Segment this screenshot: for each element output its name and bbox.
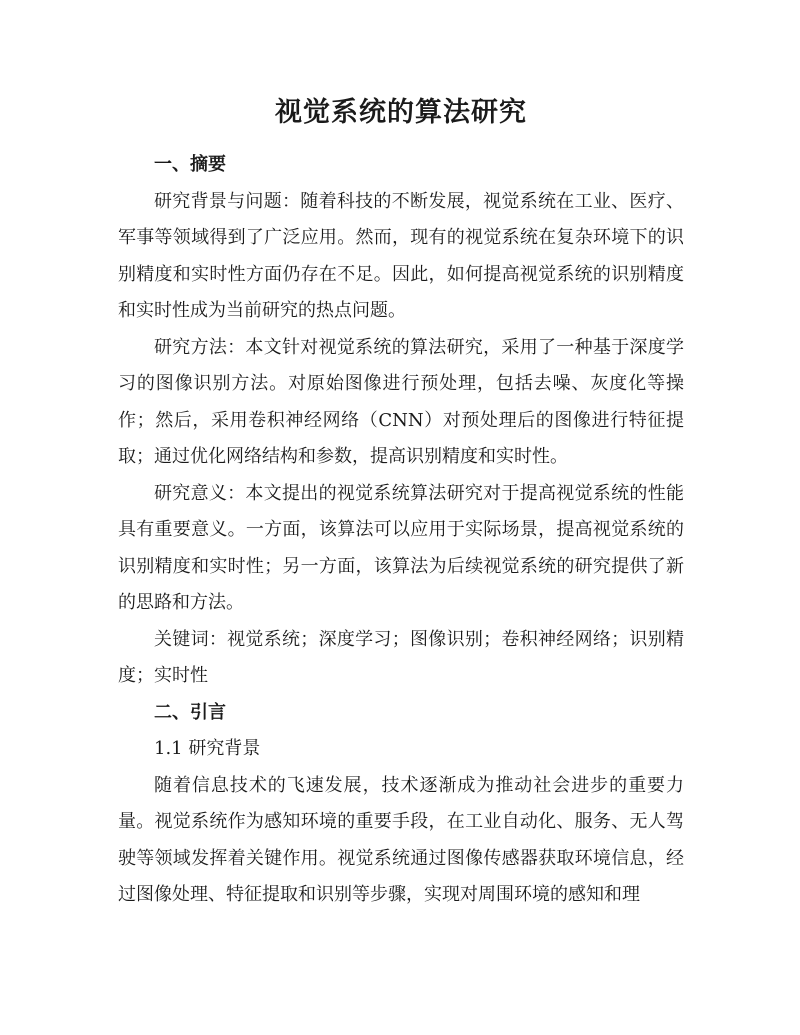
abstract-method-paragraph: 研究方法：本文针对视觉系统的算法研究，采用了一种基于深度学习的图像识别方法。对原始图像进行预处理，包括去噪、灰度化等操作；然后，采用卷积神经网络（CNN）对预处理后的图像进行特征提取；通过优化网络结构和参数，提高识别精度和实时性。 — [118, 336, 684, 467]
abstract-significance-paragraph: 研究意义：本文提出的视觉系统算法研究对于提高视觉系统的性能具有重要意义。一方面，该算法可以应用于实际场景，提高视觉系统的识别精度和实时性；另一方面，该算法为后续视觉系统的研究提供了新的思路和方法。 — [118, 482, 684, 613]
subsection-heading-background: 1.1 研究背景 — [154, 738, 261, 759]
section-heading-abstract: 一、摘要 — [154, 154, 226, 175]
introduction-paragraph: 随着信息技术的飞速发展，技术逐渐成为推动社会进步的重要力量。视觉系统作为感知环境的重要手段，在工业自动化、服务、无人驾驶等领域发挥着关键作用。视觉系统通过图像传感器获取环境信息，经过图像处理、特征提取和识别等步骤，实现对周围环境的感知和理 — [118, 774, 684, 905]
abstract-keywords-paragraph: 关键词：视觉系统；深度学习；图像识别；卷积神经网络；识别精度；实时性 — [118, 628, 684, 686]
section-heading-introduction: 二、引言 — [154, 701, 226, 723]
document-body — [118, 147, 684, 914]
document-title: 视觉系统的算法研究 — [275, 97, 527, 128]
abstract-background-paragraph: 研究背景与问题：随着科技的不断发展，视觉系统在工业、医疗、军事等领域得到了广泛应用。然而，现有的视觉系统在复杂环境下的识别精度和实时性方面仍存在不足。因此，如何提高视觉系统的识别精度和实时性成为当前研究的热点问题。 — [118, 190, 684, 321]
